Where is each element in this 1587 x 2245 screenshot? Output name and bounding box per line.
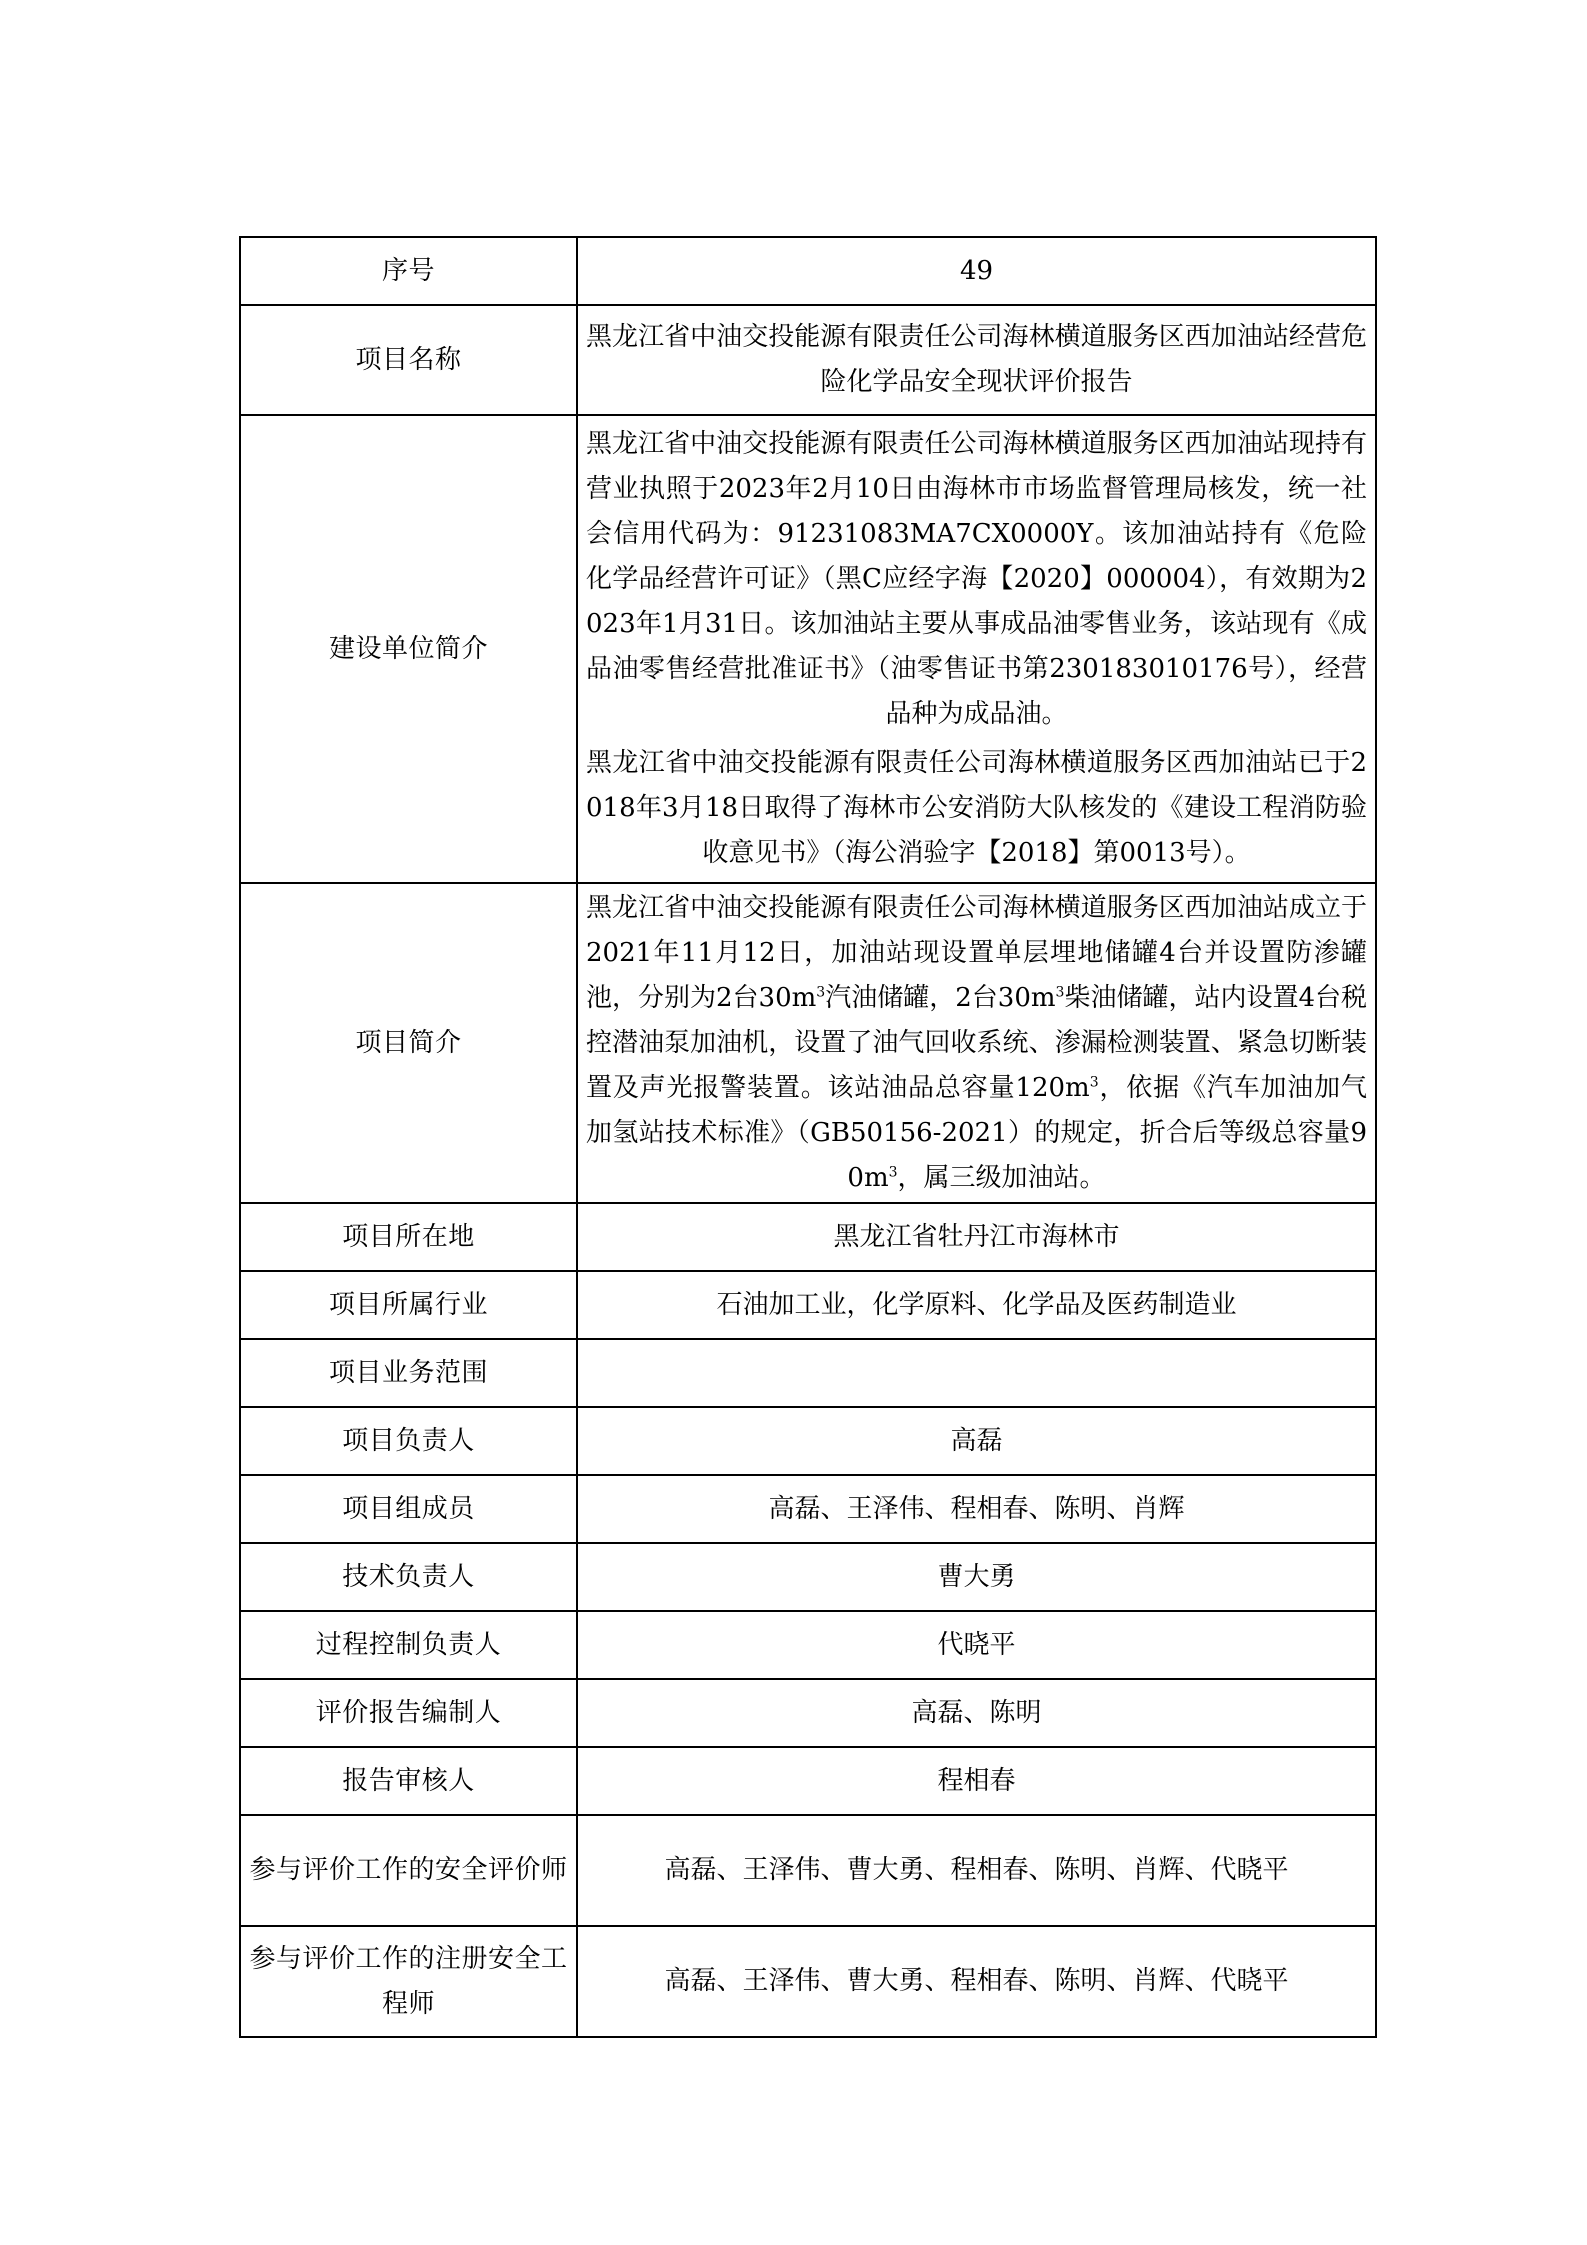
team-members-value: 高磊、王泽伟、程相春、陈明、肖辉 <box>577 1475 1376 1543</box>
project-intro-paragraph <box>586 886 1367 1201</box>
row-label-project-industry: 项目所属行业 <box>240 1271 577 1339</box>
project-intro-text-4: ，依据《汽车加油加气加氢站技术标准》（GB50156-2021）的规定，折合后等级总容量90m <box>586 1072 1367 1193</box>
row-label-project-intro: 项目简介 <box>240 883 577 1203</box>
table-row <box>240 1926 1376 2037</box>
row-label-project-location: 项目所在地 <box>240 1203 577 1271</box>
builder-intro-cell <box>577 415 1376 883</box>
cubic-unit-superscript: 3 <box>888 1163 898 1180</box>
row-label-builder-intro: 建设单位简介 <box>240 415 577 883</box>
project-location-value: 黑龙江省牡丹江市海林市 <box>577 1203 1376 1271</box>
table-row <box>240 1815 1376 1926</box>
table-row <box>240 1339 1376 1407</box>
table-row <box>240 1407 1376 1475</box>
row-label-team-members: 项目组成员 <box>240 1475 577 1543</box>
row-label-process-control-leader: 过程控制负责人 <box>240 1611 577 1679</box>
project-name-cell <box>577 305 1376 415</box>
row-label-project-name: 项目名称 <box>240 305 577 415</box>
table-row <box>240 1679 1376 1747</box>
table-row <box>240 1203 1376 1271</box>
row-label-technical-leader: 技术负责人 <box>240 1543 577 1611</box>
table-row <box>240 237 1376 305</box>
cubic-unit-superscript: 3 <box>1089 1073 1099 1090</box>
report-author-value: 高磊、陈明 <box>577 1679 1376 1747</box>
table-row <box>240 1747 1376 1815</box>
row-label-report-reviewer: 报告审核人 <box>240 1747 577 1815</box>
serial-number-value: 49 <box>577 237 1376 305</box>
row-label-report-author: 评价报告编制人 <box>240 1679 577 1747</box>
project-intro-text-1: 黑龙江省中油交投能源有限责任公司海林横道服务区西加油站成立于2021年11月12日，加油站现设置单层埋地储罐4台并设置防渗罐池，分别为2台30m <box>586 892 1367 1013</box>
project-name-value: 黑龙江省中油交投能源有限责任公司海林横道服务区西加油站经营危险化学品安全现状评价报告 <box>586 322 1367 397</box>
table-row <box>240 1543 1376 1611</box>
builder-intro-content <box>586 416 1367 882</box>
safety-assessors-value: 高磊、王泽伟、曹大勇、程相春、陈明、肖辉、代晓平 <box>577 1815 1376 1926</box>
table-row <box>240 1271 1376 1339</box>
row-label-business-scope: 项目业务范围 <box>240 1339 577 1407</box>
row-label-safety-assessors: 参与评价工作的安全评价师 <box>240 1815 577 1926</box>
project-leader-value: 高磊 <box>577 1407 1376 1475</box>
table-row <box>240 883 1376 1203</box>
table-row <box>240 1611 1376 1679</box>
project-industry-value: 石油加工业，化学原料、化学品及医药制造业 <box>577 1271 1376 1339</box>
row-label-project-leader: 项目负责人 <box>240 1407 577 1475</box>
project-intro-cell <box>577 883 1376 1203</box>
project-intro-text-5: ，属三级加油站。 <box>897 1162 1106 1193</box>
builder-intro-paragraph-2: 黑龙江省中油交投能源有限责任公司海林横道服务区西加油站已于2018年3月18日取得了海林市公安消防大队核发的《建设工程消防验收意见书》（海公消验字【2018】第0013号）。 <box>586 748 1367 868</box>
technical-leader-value: 曹大勇 <box>577 1543 1376 1611</box>
report-reviewer-value: 程相春 <box>577 1747 1376 1815</box>
cubic-unit-superscript: 3 <box>1055 983 1065 1000</box>
table-row <box>240 415 1376 883</box>
builder-intro-paragraph-1: 黑龙江省中油交投能源有限责任公司海林横道服务区西加油站现持有营业执照于2023年2月10日由海林市市场监督管理局核发，统一社会信用代码为：91231083MA7CX0000Y。该加油站持有《危险化学品经营许可证》（黑C应经字海【2020】000004），有效期为2023年1月31日。该加油站主要从事成品油零售业务，该站现有《成品油零售经营批准证书》（油零售证书第230183010176号），经营品种为成品油。 <box>586 429 1367 729</box>
project-intro-text-2: 汽油储罐，2台30m <box>825 982 1056 1013</box>
table-row <box>240 305 1376 415</box>
row-label-registered-engineers: 参与评价工作的注册安全工程师 <box>240 1926 577 2037</box>
cubic-unit-superscript: 3 <box>816 983 826 1000</box>
project-info-table <box>239 236 1377 2038</box>
registered-engineers-value: 高磊、王泽伟、曹大勇、程相春、陈明、肖辉、代晓平 <box>577 1926 1376 2037</box>
process-control-leader-value: 代晓平 <box>577 1611 1376 1679</box>
table-row <box>240 1475 1376 1543</box>
row-label-serial-number: 序号 <box>240 237 577 305</box>
business-scope-value <box>577 1339 1376 1407</box>
project-intro-text-3: 柴油储罐，站内设置4台税控潜油泵加油机，设置了油气回收系统、渗漏检测装置、紧急切断装置及声光报警装置。该站油品总容量120m <box>586 982 1368 1103</box>
